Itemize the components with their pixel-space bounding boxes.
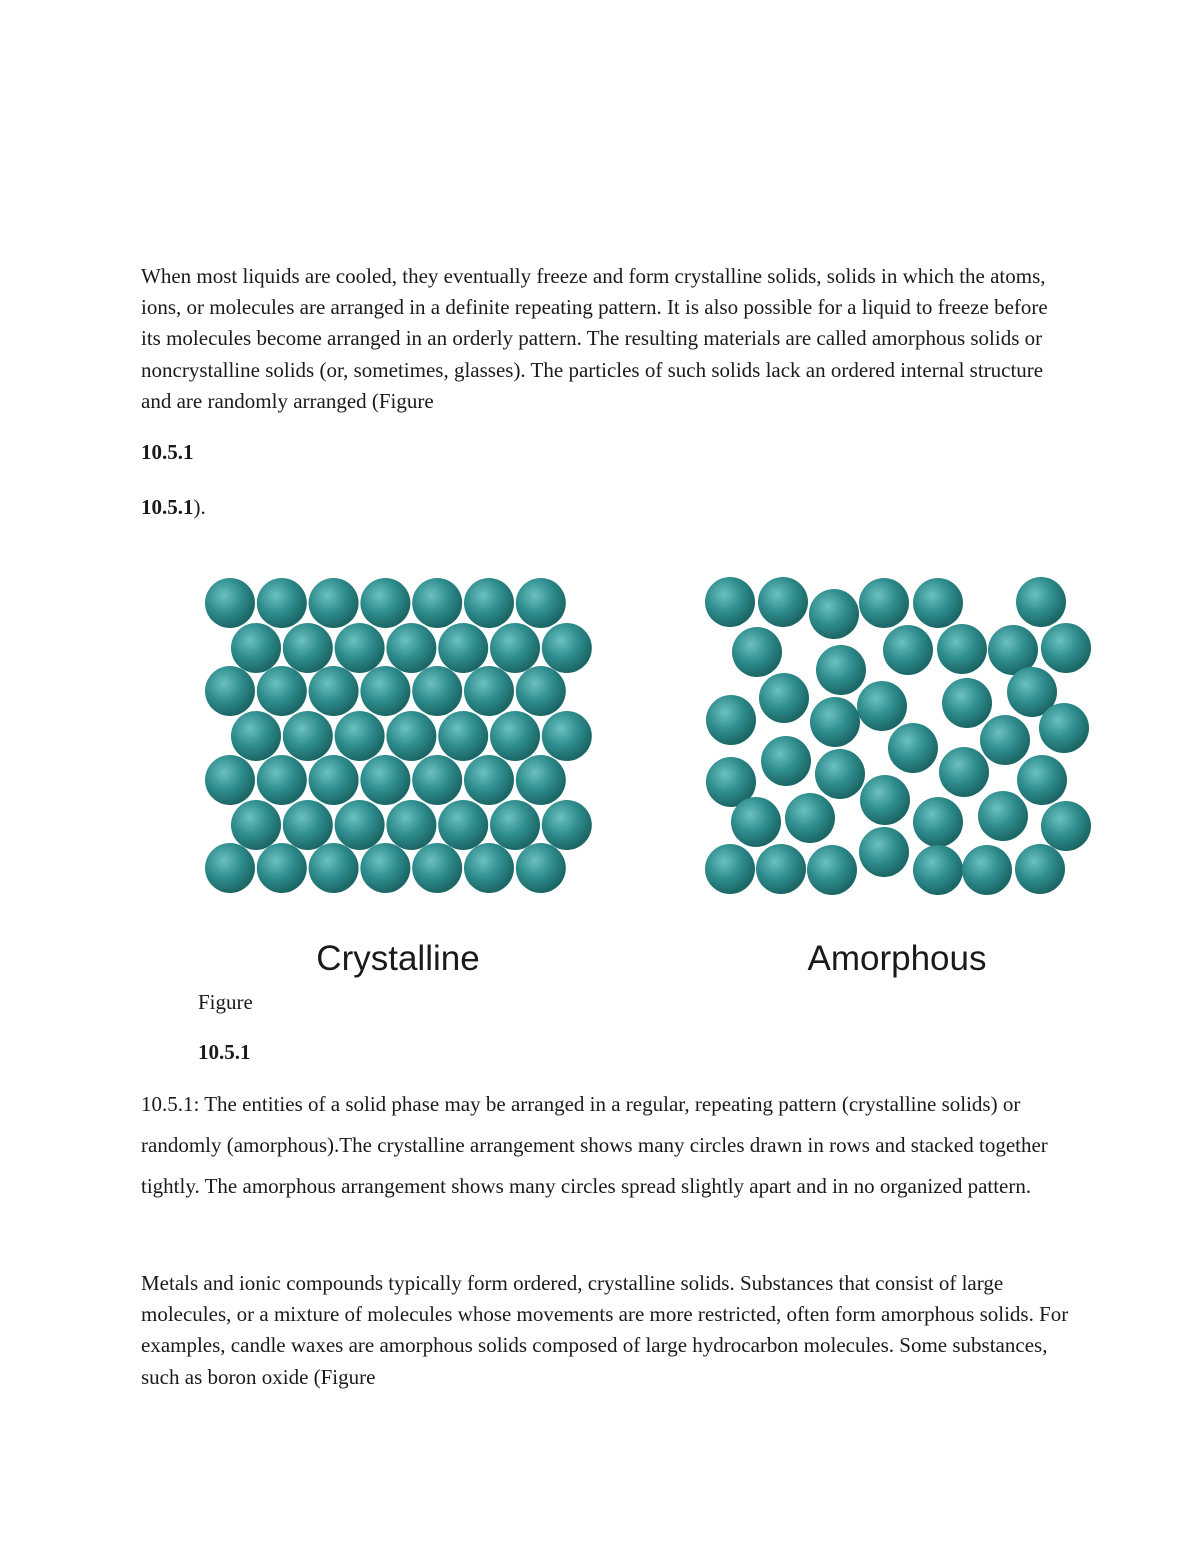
intro-paragraph: When most liquids are cooled, they eventually freeze and form crystalline solids, solids in which the atoms, ions, or molecules are arranged in a definite repeating pattern. It is also possible for a liquid to freeze before its molecules become arranged in an orderly pattern. The resulting materials are called amorphous solids or noncrystalline solids (or, sometimes, glasses). The particles of such solids lack an ordered internal structure and are randomly arranged (Figure xyxy=(141,264,1048,413)
particle-sphere xyxy=(913,578,963,628)
particle-sphere xyxy=(516,578,566,628)
particle-sphere xyxy=(859,578,909,628)
particle-sphere xyxy=(706,695,756,745)
particle-sphere xyxy=(231,623,281,673)
particle-sphere xyxy=(1041,801,1091,851)
particle-sphere xyxy=(1015,844,1065,894)
crystalline-vs-amorphous-figure xyxy=(0,560,1200,990)
particle-sphere xyxy=(360,666,410,716)
amorphous-arrangement xyxy=(705,577,1091,895)
particle-sphere xyxy=(883,625,933,675)
second-paragraph: Metals and ionic compounds typically form ordered, crystalline solids. Substances that consist of large molecules, or a mixture of molecules whose movements are more restricted, often form amorphous solids. For examples, candle waxes are amorphous solids composed of large hydrocarbon molecules. Some substances, such as boron oxide (Figure xyxy=(141,1271,1069,1389)
particle-sphere xyxy=(257,666,307,716)
particle-sphere xyxy=(542,623,592,673)
particle-sphere xyxy=(807,845,857,895)
particle-sphere xyxy=(205,843,255,893)
particle-sphere xyxy=(309,666,359,716)
closing-parenthesis: ). xyxy=(193,495,206,519)
particle-sphere xyxy=(438,711,488,761)
particle-sphere xyxy=(464,666,514,716)
crystalline-label: Crystalline xyxy=(316,939,480,978)
particle-sphere xyxy=(759,673,809,723)
figure-reference-number: 10.5.1 xyxy=(141,495,194,519)
particle-sphere xyxy=(980,715,1030,765)
crystalline-lattice xyxy=(205,578,592,893)
particle-sphere xyxy=(705,577,755,627)
particle-sphere xyxy=(360,843,410,893)
particle-sphere xyxy=(205,755,255,805)
particle-sphere xyxy=(412,843,462,893)
particle-sphere xyxy=(516,755,566,805)
particle-sphere xyxy=(942,678,992,728)
particle-sphere xyxy=(257,843,307,893)
particle-sphere xyxy=(464,755,514,805)
particle-sphere xyxy=(335,800,385,850)
particle-sphere xyxy=(490,623,540,673)
figure-reference-equation: 10.5.1 xyxy=(141,440,194,464)
particle-sphere xyxy=(412,755,462,805)
amorphous-label: Amorphous xyxy=(807,939,987,978)
figure-reference-equation-closing xyxy=(141,495,206,520)
particle-sphere xyxy=(1041,623,1091,673)
particle-sphere xyxy=(542,711,592,761)
particle-sphere xyxy=(857,681,907,731)
particle-sphere xyxy=(335,623,385,673)
particle-sphere xyxy=(705,844,755,894)
particle-sphere xyxy=(939,747,989,797)
particle-sphere xyxy=(386,711,436,761)
particle-sphere xyxy=(516,666,566,716)
particle-sphere xyxy=(309,755,359,805)
figure-caption-number: 10.5.1 xyxy=(198,1040,251,1064)
figure-caption: 10.5.1: The entities of a solid phase may be arranged in a regular, repeating pattern (crystalline solids) or randomly (amorphous).The crystalline arrangement shows many circles drawn in rows and stacked together tightly. The amorphous arrangement shows many circles spread slightly apart and in no organized pattern. xyxy=(141,1092,1048,1198)
particle-sphere xyxy=(283,800,333,850)
particle-sphere xyxy=(309,578,359,628)
particle-sphere xyxy=(937,624,987,674)
particle-sphere xyxy=(438,800,488,850)
particle-sphere xyxy=(490,800,540,850)
particle-sphere xyxy=(283,711,333,761)
particle-sphere xyxy=(360,578,410,628)
particle-sphere xyxy=(464,578,514,628)
particle-sphere xyxy=(516,843,566,893)
particle-sphere xyxy=(1016,577,1066,627)
particle-sphere xyxy=(335,711,385,761)
particle-sphere xyxy=(360,755,410,805)
particle-sphere xyxy=(309,843,359,893)
particle-sphere xyxy=(761,736,811,786)
particle-sphere xyxy=(785,793,835,843)
particle-sphere xyxy=(231,800,281,850)
particle-sphere xyxy=(205,666,255,716)
particle-sphere xyxy=(283,623,333,673)
particle-sphere xyxy=(257,578,307,628)
particle-sphere xyxy=(888,723,938,773)
figure-caption-word: Figure xyxy=(198,990,253,1014)
particle-sphere xyxy=(815,749,865,799)
particle-sphere xyxy=(386,800,436,850)
particle-sphere xyxy=(257,755,307,805)
particle-sphere xyxy=(978,791,1028,841)
particle-sphere xyxy=(542,800,592,850)
particle-sphere xyxy=(205,578,255,628)
particle-sphere xyxy=(860,775,910,825)
particle-sphere xyxy=(913,797,963,847)
particle-sphere xyxy=(1017,755,1067,805)
particle-sphere xyxy=(756,844,806,894)
particle-sphere xyxy=(1039,703,1089,753)
particle-sphere xyxy=(231,711,281,761)
particle-sphere xyxy=(810,697,860,747)
particle-sphere xyxy=(386,623,436,673)
particle-sphere xyxy=(464,843,514,893)
particle-sphere xyxy=(490,711,540,761)
particle-sphere xyxy=(913,845,963,895)
particle-sphere xyxy=(758,577,808,627)
particle-sphere xyxy=(438,623,488,673)
particle-sphere xyxy=(412,578,462,628)
particle-sphere xyxy=(809,589,859,639)
particle-sphere xyxy=(732,627,782,677)
particle-sphere xyxy=(962,845,1012,895)
particle-sphere xyxy=(859,827,909,877)
particle-sphere xyxy=(731,797,781,847)
particle-sphere xyxy=(816,645,866,695)
particle-sphere xyxy=(412,666,462,716)
